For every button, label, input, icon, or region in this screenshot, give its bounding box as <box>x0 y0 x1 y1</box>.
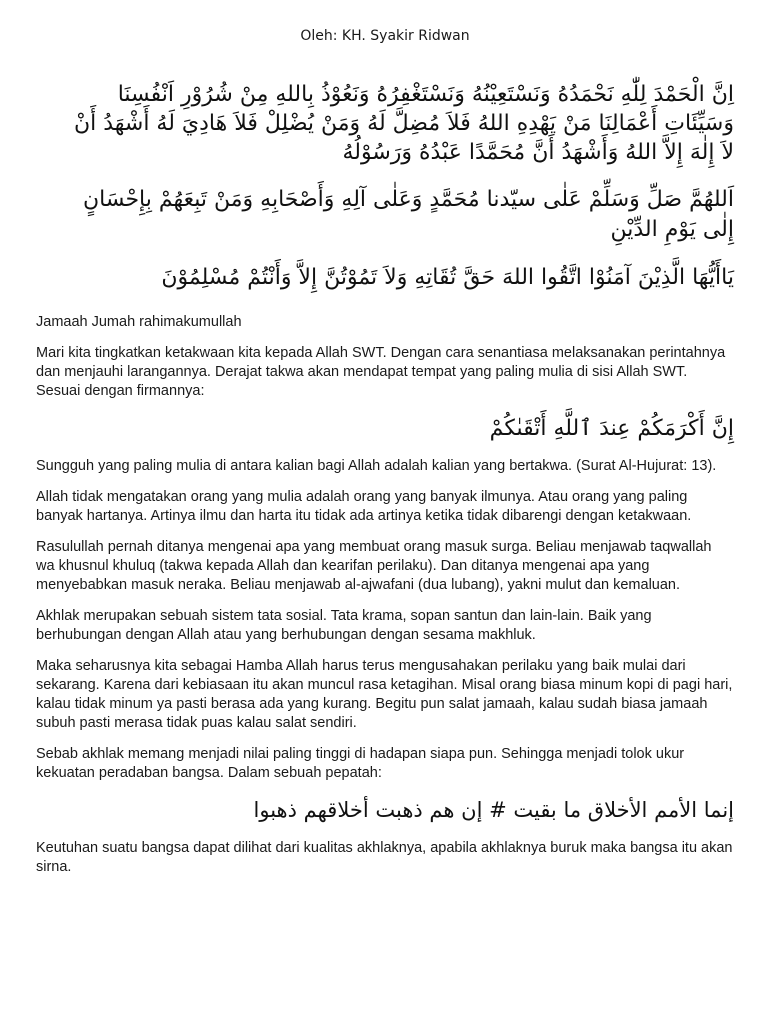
paragraph-3: Allah tidak mengatakan orang yang mulia adalah orang yang banyak ilmunya. Atau orang yang paling banyak hartanya. Artinya ilmu dan harta itu tidak ada artinya ketika tidak dibarengi dengan ketakwaan. <box>36 489 692 524</box>
shalawat-line-1: اَللهُمَّ صَلِّ وَسَلِّمْ عَلٰى سيّدنا مُحَمَّدٍ وَعَلٰى آلِهِ وَأَصْحَابِهِ وَمَنْ تَبِعَهُمْ بِإِحْسَانٍ <box>82 187 734 212</box>
opening-line-2: وَسَيِّئَاتِ أَعْمَالِنَا مَنْ يَهْدِهِ اللهُ فَلاَ مُضِلَّ لَهُ وَمَنْ يُضْلِلْ فَلاَ هَادِيَ لَهُ أَشْهَدُ أَنْ <box>73 111 734 136</box>
paragraph-4: Rasulullah pernah ditanya mengenai apa yang membuat orang masuk surga. Beliau menjawab taqwallah wa khusnul khuluq (takwa kepada Allah dan kearifan perilaku). Dan ditanya mengenai apa yang menyebabkan masuk neraka. Beliau menjawab al-ajwafani (dua lubang), yakni mulut dan kemaluan. <box>36 539 712 593</box>
paragraph-5: Akhlak merupakan sebuah sistem tata sosial. Tata krama, sopan santun dan lain-lain. Baik yang berhubungan dengan Allah atau yang berhubungan dengan sesama makhluk. <box>36 608 652 643</box>
taqwa-arabic-verse: يَاأَيُّهَا الَّذِيْنَ آمَنُوْا اتَّقُوا اللهَ حَقَّ تُقَاتِهِ وَلاَ تَمُوْتُنَّ إِلاَّ وَأَنْتُمْ مُسْلِمُوْنَ <box>161 265 734 290</box>
arabic-proverb: إنما الأمم الأخلاق ما بقيت # إن هم ذهبت أخلاقهم ذهبوا <box>253 798 734 822</box>
document-page <box>36 0 734 889</box>
shalawat-line-2: إِلٰى يَوْمِ الدِّيْنِ <box>610 217 734 242</box>
author-line: Oleh: KH. Syakir Ridwan <box>300 28 470 44</box>
quran-verse-arabic: إِنَّ أَكْرَمَكُمْ عِندَ ٱللَّهِ أَتْقَىٰكُمْ <box>489 416 734 441</box>
paragraph-8: Keutuhan suatu bangsa dapat dilihat dari kualitas akhlaknya, apabila akhlaknya buruk maka bangsa itu akan sirna. <box>36 840 733 875</box>
shalawat-arabic <box>36 185 734 245</box>
paragraph-7: Sebab akhlak memang menjadi nilai paling tinggi di hadapan siapa pun. Sehingga menjadi tolok ukur kekuatan peradaban bangsa. Dalam sebuah pepatah: <box>36 746 685 781</box>
opening-arabic-prayer <box>36 80 734 167</box>
paragraph-2: Sungguh yang paling mulia di antara kalian bagi Allah adalah kalian yang bertakwa. (Surat Al-Hujurat: 13). <box>36 458 717 474</box>
opening-line-3: لاَ إِلٰهَ إِلاَّ اللهُ وَأَشْهَدُ أَنَّ مُحَمَّدًا عَبْدُهُ وَرَسُوْلُهُ <box>342 140 734 165</box>
paragraph-1: Mari kita tingkatkan ketakwaan kita kepada Allah SWT. Dengan cara senantiasa melaksanakan perintahnya dan menjauhi larangannya. Derajat takwa akan mendapat tempat yang paling mulia di sisi Allah SWT. Sesuai dengan firmannya: <box>36 345 726 399</box>
opening-line-1: اِنَّ الْحَمْدَ لِلّٰهِ نَحْمَدُهُ وَنَسْتَعِيْنُهُ وَنَسْتَغْفِرُهُ وَنَعُوْذُ بِاللهِ مِنْ شُرُوْرِ اَنْفُسِنَا <box>117 82 734 107</box>
paragraph-6: Maka seharusnya kita sebagai Hamba Allah harus terus mengusahakan perilaku yang baik mulai dari sekarang. Karena dari kebiasaan itu akan muncul rasa ketagihan. Misal orang biasa minum kopi di pagi hari, kalau tidak minum ya pasti berasa ada yang kurang. Begitu pun salat jamaah, kalau sudah biasa jamaah subuh pasti merasa tidak puas kalau salat sendiri. <box>36 658 733 731</box>
greeting-text: Jamaah Jumah rahimakumullah <box>36 314 242 330</box>
